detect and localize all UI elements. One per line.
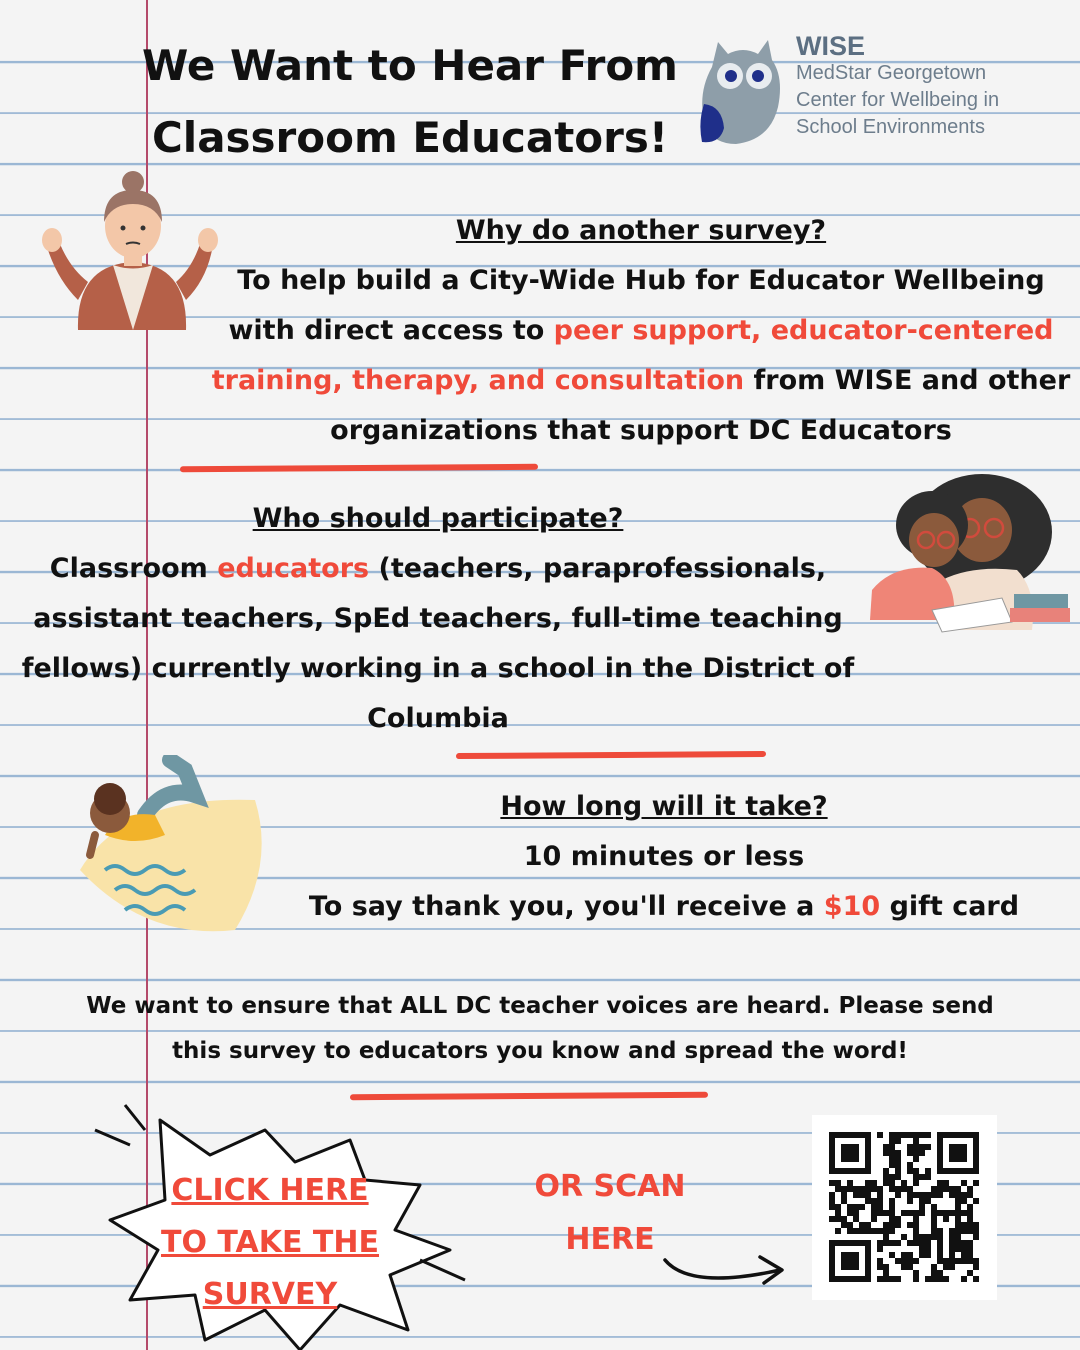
cta-line-3[interactable]: SURVEY (202, 1277, 338, 1312)
who-heading: Who should participate? (252, 503, 624, 534)
logo-text (796, 32, 1066, 141)
qr-code-icon[interactable] (812, 1115, 997, 1300)
child-writing-illustration (65, 755, 270, 940)
scan-line-1: OR SCAN (534, 1169, 686, 1204)
logo-line-2: Center for Wellbeing in (796, 89, 1000, 111)
who-section (20, 494, 856, 744)
cta-line-1[interactable]: CLICK HERE (171, 1173, 369, 1208)
who-body (20, 544, 856, 744)
cta-line-2[interactable]: TO TAKE THE (160, 1225, 379, 1260)
take-survey-link[interactable] (150, 1165, 390, 1321)
how-section (290, 782, 1038, 932)
who-highlight: educators (217, 553, 370, 584)
why-text-2: from WISE and other organizations that support DC Educators (330, 365, 1071, 446)
wise-logo (696, 32, 1066, 152)
why-text-1: To help build a City-Wide Hub for Educator Wellbeing with direct access to (228, 265, 1045, 346)
why-section (210, 206, 1072, 456)
title-line-1: We Want to Hear From (142, 41, 678, 90)
arrow-icon (660, 1245, 790, 1290)
how-text-2: gift card (880, 891, 1020, 922)
title-line-2: Classroom Educators! (151, 113, 669, 162)
ensure-section (80, 984, 1000, 1074)
how-body (290, 882, 1038, 932)
how-text-1: To say thank you, you'll receive a (308, 891, 824, 922)
who-text-2: (teachers, paraprofessionals, assistant teachers, SpEd teachers, full-time teaching fellows) currently working in a school in the District of Columbia (21, 553, 855, 734)
ensure-text: We want to ensure that ALL DC teacher voices are heard. Please send this survey to educators you know and spread the word! (86, 993, 994, 1064)
how-highlight: $10 (823, 891, 881, 922)
why-highlight: peer support, educator-centered training, therapy, and consultation (211, 315, 1054, 396)
how-duration: 10 minutes or less (523, 841, 805, 872)
logo-line-1: MedStar Georgetown (796, 62, 987, 84)
logo-brand: WISE (796, 31, 866, 61)
red-divider-1 (180, 464, 538, 472)
why-heading: Why do another survey? (455, 215, 827, 246)
owl-logo-icon (696, 32, 791, 147)
page-title (120, 30, 700, 174)
scan-line-2: HERE (565, 1222, 655, 1257)
logo-line-3: School Environments (796, 116, 985, 138)
red-divider-3 (350, 1092, 708, 1100)
teacher-and-student-illustration (862, 470, 1080, 640)
qr-code[interactable] (812, 1115, 997, 1300)
red-divider-2 (456, 751, 766, 759)
why-body (210, 256, 1072, 456)
shrugging-teacher-illustration (38, 170, 223, 335)
how-heading: How long will it take? (500, 791, 828, 822)
who-text-1: Classroom (49, 553, 218, 584)
